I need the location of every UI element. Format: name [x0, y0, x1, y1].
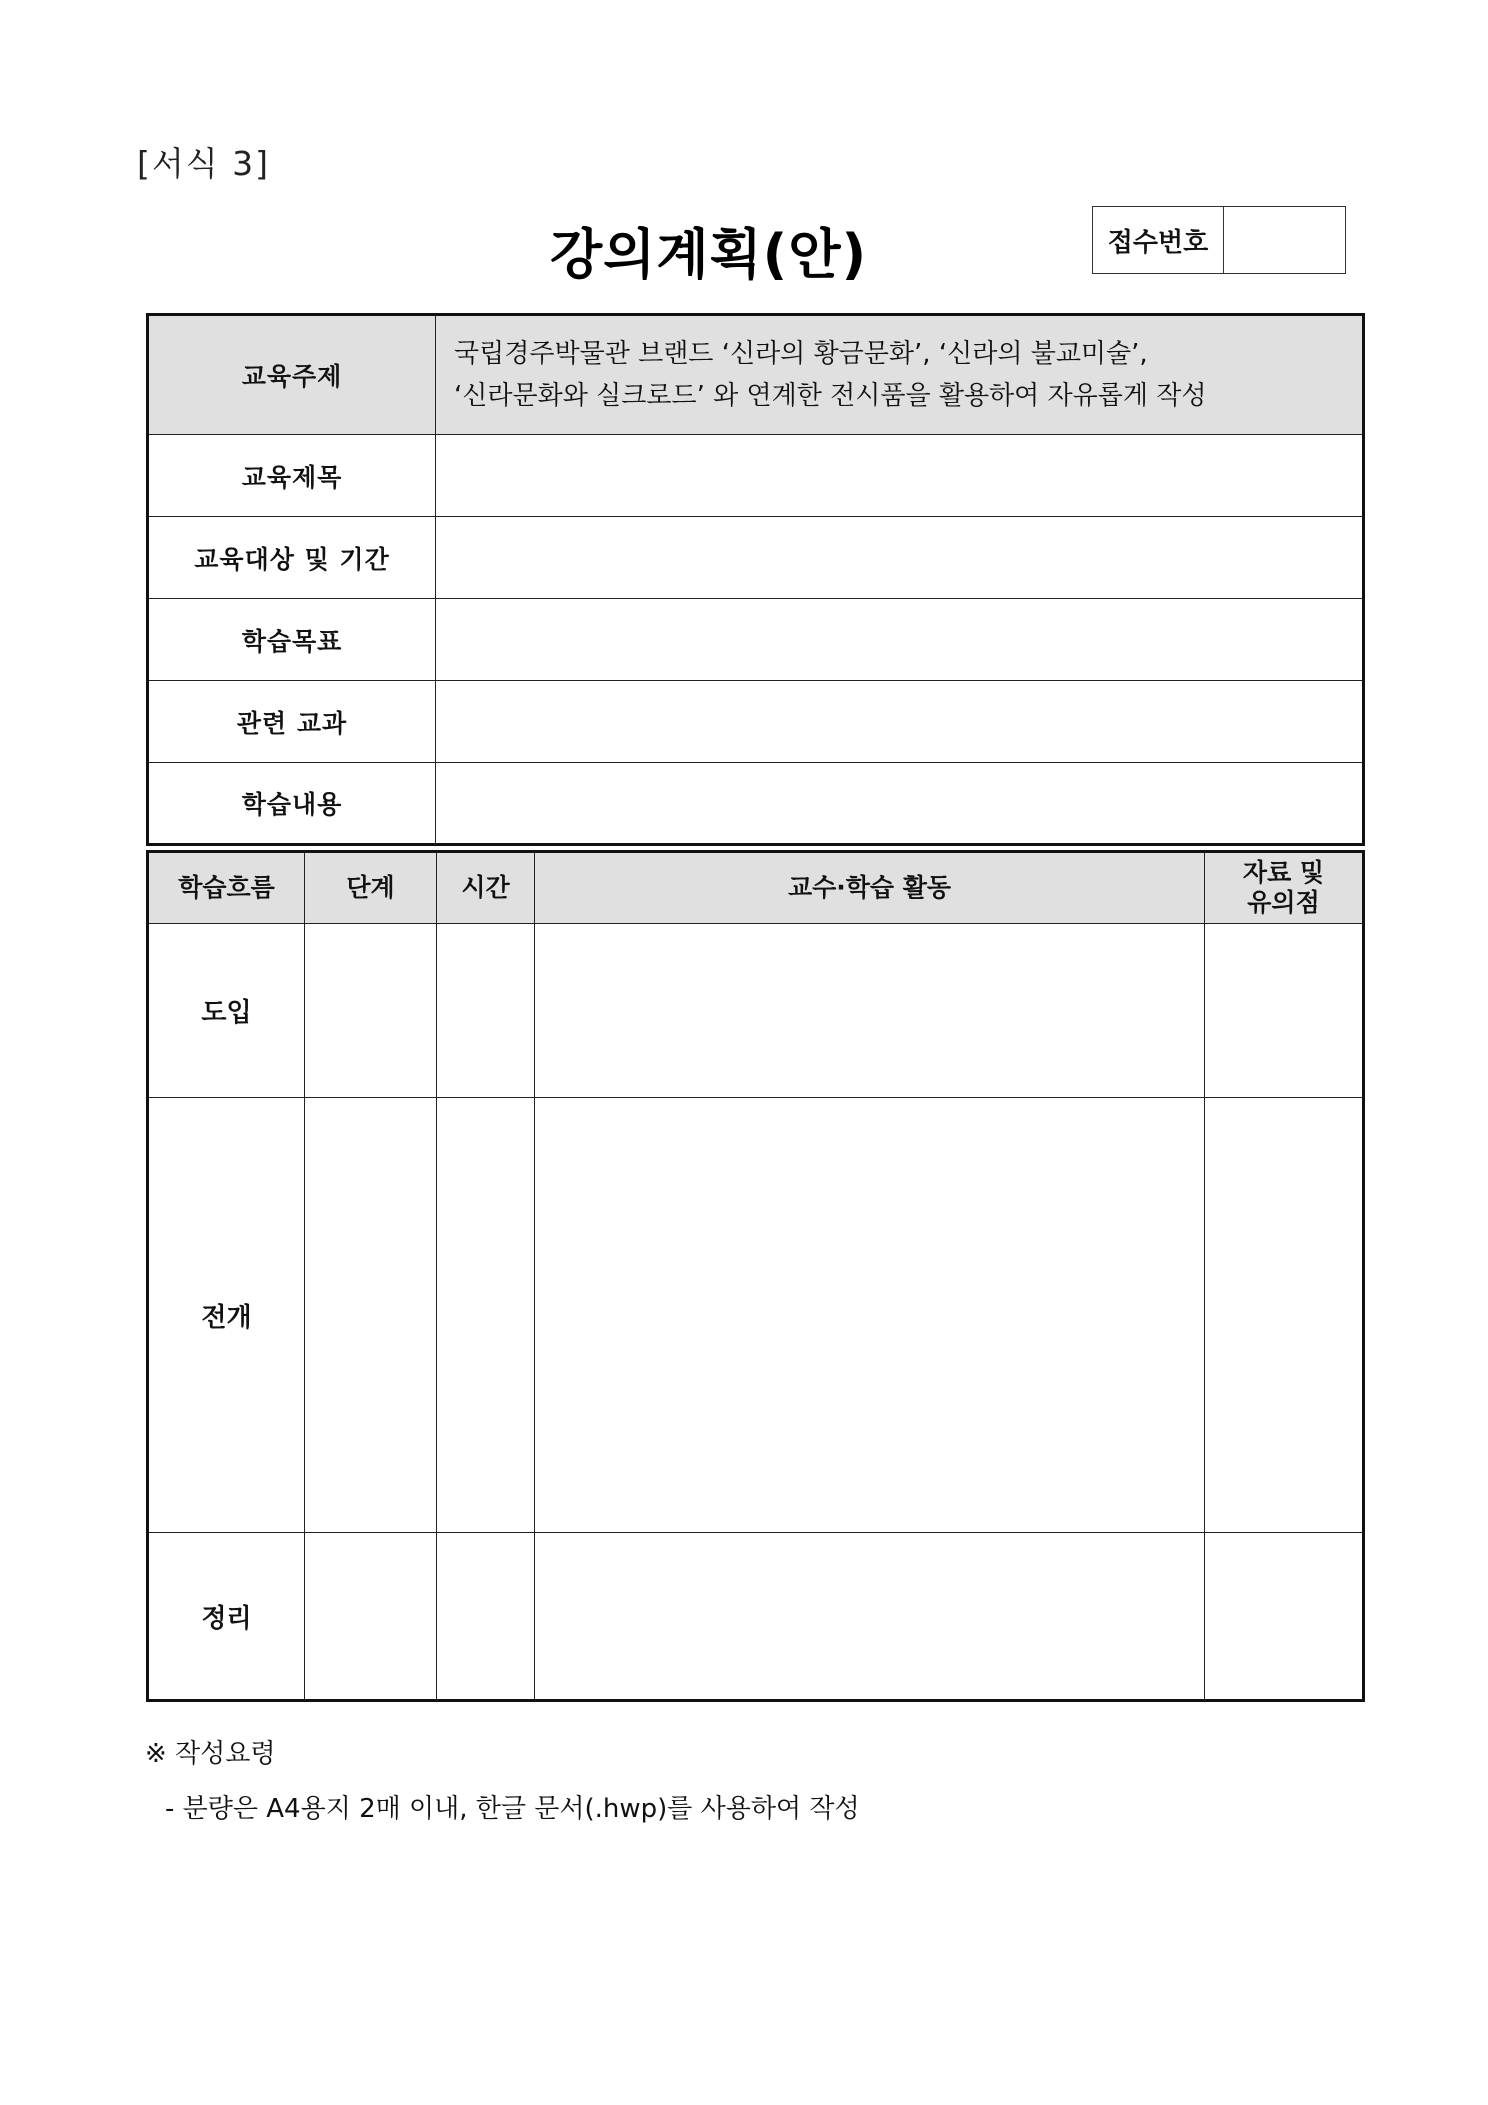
learning-objective-label: 학습목표: [148, 599, 436, 681]
receipt-number-label: 접수번호: [1093, 207, 1224, 273]
stage-wrapup-label: 정리: [148, 1533, 305, 1701]
target-and-period-label: 교육대상 및 기간: [148, 517, 436, 599]
education-subject-label: 교육주제: [148, 315, 436, 435]
related-subject-field[interactable]: [436, 681, 1364, 763]
related-subject-label: 관련 교과: [148, 681, 436, 763]
education-subject-line-1: 국립경주박물관 브랜드 ‘신라의 황금문화’, ‘신라의 불교미술’,: [454, 339, 1148, 369]
learning-flow-table: [146, 850, 1365, 1702]
development-time-cell[interactable]: [437, 1098, 535, 1533]
document-title: 강의계획(안): [550, 223, 868, 286]
development-materials-cell[interactable]: [1205, 1098, 1364, 1533]
wrapup-materials-cell[interactable]: [1205, 1533, 1364, 1701]
writing-guidelines-heading: ※ 작성요령: [145, 1739, 276, 1769]
education-subject-line-2: ‘신라문화와 실크로드’ 와 연계한 전시품을 활용하여 자유롭게 작성: [454, 381, 1207, 411]
wrapup-time-cell[interactable]: [437, 1533, 535, 1701]
introduction-activity-cell[interactable]: [535, 924, 1205, 1098]
lecture-plan-info-table: [146, 313, 1365, 846]
step-header: 단계: [305, 852, 437, 924]
materials-header-line-1: 자료 및: [1242, 858, 1325, 887]
introduction-time-cell[interactable]: [437, 924, 535, 1098]
introduction-materials-cell[interactable]: [1205, 924, 1364, 1098]
time-header: 시간: [437, 852, 535, 924]
development-activity-cell[interactable]: [535, 1098, 1205, 1533]
education-title-field[interactable]: [436, 435, 1364, 517]
learning-objective-field[interactable]: [436, 599, 1364, 681]
learning-content-label: 학습내용: [148, 763, 436, 845]
stage-development-label: 전개: [148, 1098, 305, 1533]
wrapup-activity-cell[interactable]: [535, 1533, 1205, 1701]
education-subject-cell: [436, 315, 1364, 435]
learning-content-field[interactable]: [436, 763, 1364, 845]
materials-notes-header: [1205, 852, 1364, 924]
learning-flow-header: 학습흐름: [148, 852, 305, 924]
stage-introduction-label: 도입: [148, 924, 305, 1098]
teaching-activity-header: 교수·학습 활동: [535, 852, 1205, 924]
receipt-number-field[interactable]: [1224, 207, 1345, 273]
target-and-period-field[interactable]: [436, 517, 1364, 599]
development-step-cell[interactable]: [305, 1098, 437, 1533]
education-title-label: 교육제목: [148, 435, 436, 517]
materials-header-line-2: 유의점: [1247, 888, 1320, 917]
writing-guideline-item: - 분량은 A4용지 2매 이내, 한글 문서(.hwp)를 사용하여 작성: [165, 1794, 860, 1824]
form-number-label: [서식 3]: [137, 144, 270, 183]
introduction-step-cell[interactable]: [305, 924, 437, 1098]
wrapup-step-cell[interactable]: [305, 1533, 437, 1701]
receipt-number-box: [1092, 206, 1346, 274]
